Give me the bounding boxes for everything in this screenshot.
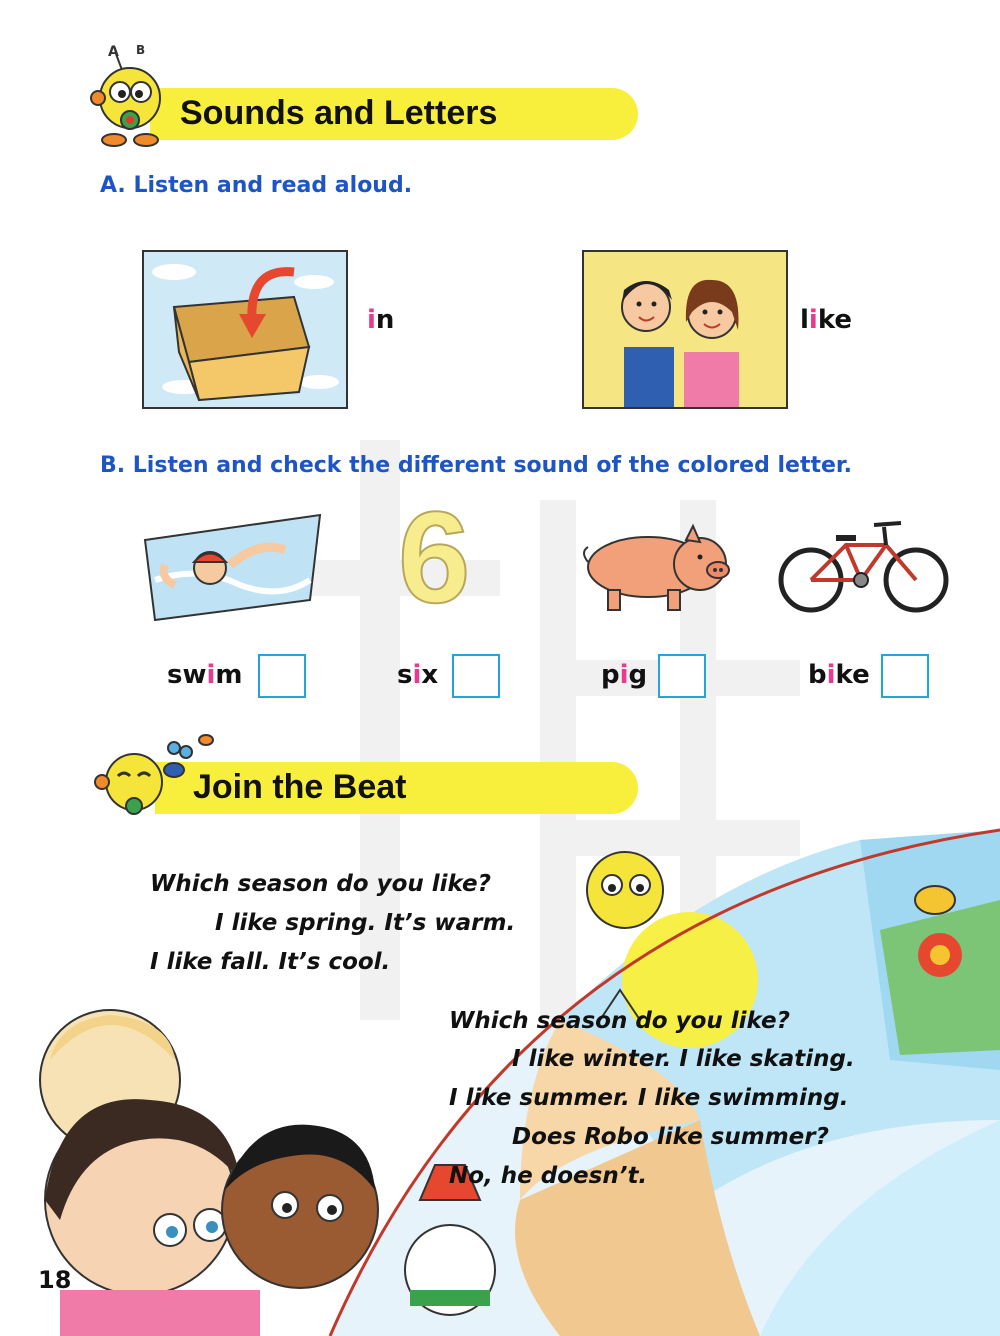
instruction-part-b: B. Listen and check the different sound of the colored letter. [100,453,852,478]
chant-line: I like spring. It’s warm. [215,910,516,936]
chant-line: I like summer. I like swimming. [449,1085,849,1111]
word-pig: pig [601,660,648,690]
section-title-beat: Join the Beat [193,768,407,806]
pig-image [578,522,738,614]
svg-text:A: A [108,44,119,60]
chant-line: I like winter. I like skating. [512,1046,855,1072]
instruction-part-a: A. Listen and read aloud. [100,173,413,198]
word-six: six [397,660,439,690]
highlight-letter: i [826,660,836,690]
svg-text:B: B [136,43,146,57]
word-in: in [367,305,395,335]
swimmer-image [140,510,325,625]
chant-line: Does Robo like summer? [512,1124,829,1150]
picture-box [142,250,348,409]
highlight-letter: i [808,305,818,335]
chant-line: I like fall. It’s cool. [150,949,391,975]
chant-line: Which season do you like? [449,1008,790,1034]
mascot-icon [86,40,176,152]
check-box-pig[interactable] [658,654,706,698]
picture-friends [582,250,788,409]
word-like: like [800,305,853,335]
page-number: 18 [38,1266,72,1294]
check-box-six[interactable] [452,654,500,698]
six-numeral-image: 6 [398,484,471,630]
highlight-letter: i [367,305,376,335]
check-box-bike[interactable] [881,654,929,698]
section-title-sounds: Sounds and Letters [180,94,498,132]
chant-line: No, he doesn’t. [449,1163,648,1189]
highlight-letter: i [619,660,629,690]
bike-image [776,515,951,615]
highlight-letter: i [206,660,216,690]
highlight-letter: i [412,660,422,690]
check-box-swim[interactable] [258,654,306,698]
word-swim: swim [167,660,243,690]
chant-line: Which season do you like? [150,871,491,897]
word-bike: bike [808,660,870,690]
seasons-illustration [0,820,1000,1336]
